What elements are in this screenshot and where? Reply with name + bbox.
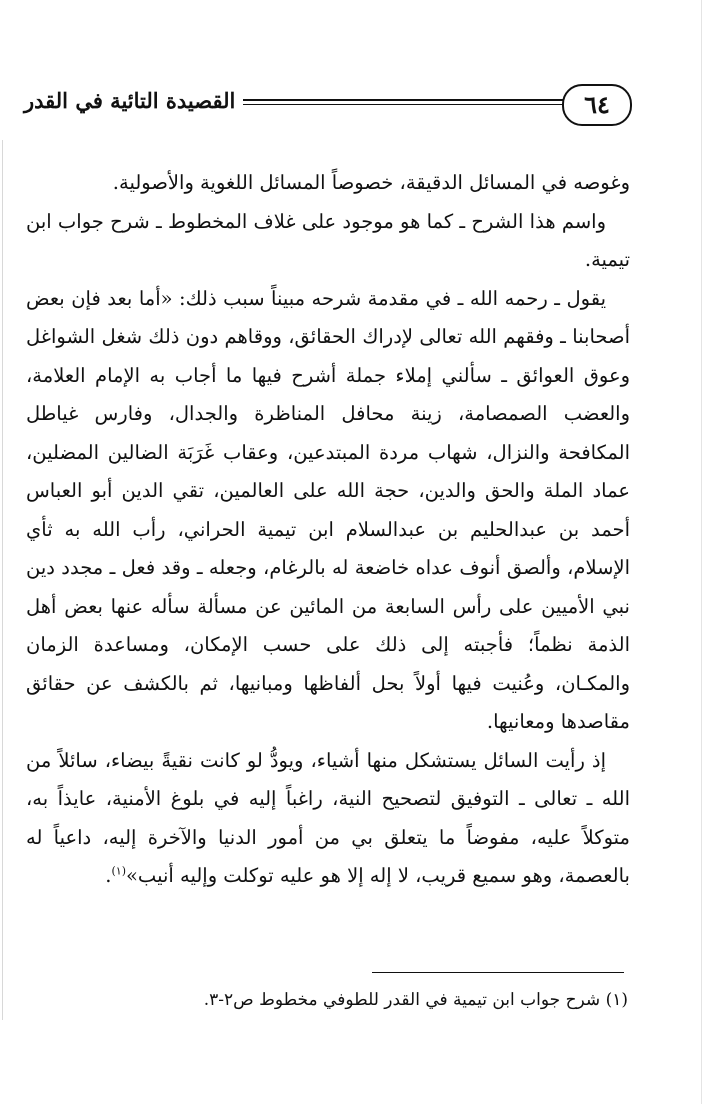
running-title: القصيدة التائية في القدر [24, 84, 243, 118]
paragraph-3: يقول ـ رحمه الله ـ في مقدمة شرحه مبيناً سبب ذلك: «أما بعد فإن بعض أصحابنا ـ وفقهم الله تعالى لإدراك الحقائق، ووقاهم دون ذلك شغل الشواغل وعوق العوائق ـ سألني إملاء جملة أشرح فيها ما أجاب به الإمام العلامة، والعضب الصمصامة، زينة محافل المناظرة والجدال، وفارس غياطل المكافحة والنزال، شهاب مردة المبتدعين، وعقاب غَرَبَة الضالين المضلين، عماد الملة والحق والدين، حجة الله على العالمين، تقي الدين أبو العباس أحمد بن عبدالحليم بن عبدالسلام ابن تيمية الحراني، رأب الله به ثأي الإسلام، وألصق أنوف عداه خاضعة له بالرغام، وجعله ـ وقد فعل ـ مجدد دين نبي الأميين على رأس السابعة من المائين عن مسألة سأله عنها بعض أهل الذمة نظماً؛ فأجبته إلى ذلك على حسب الإمكان، ومساعدة الزمان والمكـان، وعُنيت فيها أولاً بحل ألفاظها ومبانيها، ثم بالكشف عن حقائق مقاصدها ومعانيها. [26, 286, 630, 733]
page-number: ٦٤ [562, 84, 632, 126]
page-header [24, 84, 632, 132]
footnote-separator [372, 972, 624, 973]
scan-edge-left [2, 140, 3, 1020]
footnote: (١) شرح جواب ابن تيمية في القدر للطوفي مخطوط ص٢-٣. [203, 990, 628, 1010]
paragraph-2: واسم هذا الشرح ـ كما هو موجود على غلاف المخطوط ـ شرح جواب ابن تيمية. [26, 209, 630, 271]
paragraph-1: وغوصه في المسائل الدقيقة، خصوصاً المسائل اللغوية والأصولية. [112, 171, 630, 194]
paragraph-4-closing: . [105, 864, 112, 887]
body-text [26, 164, 630, 896]
scan-edge-right [701, 0, 702, 1104]
paragraph-4-text: إذ رأيت السائل يستشكل منها أشياء، ويودُّ لو كانت نقيةً بيضاء، سائلاً من الله ـ تعالى ـ التوفيق لتصحيح النية، راغباً إليه في بلوغ الأمنية، عايذاً به، متوكلاً عليه، مفوضاً ما يتعلق بي من أمور الدنيا والآخرة إليه، داعياً له بالعصمة، وهو سميع قريب، لا إله إلا هو عليه توكلت وإليه أنيب» [26, 748, 630, 887]
footnote-reference[interactable]: (١) [111, 864, 126, 878]
paragraph-4 [26, 742, 630, 896]
